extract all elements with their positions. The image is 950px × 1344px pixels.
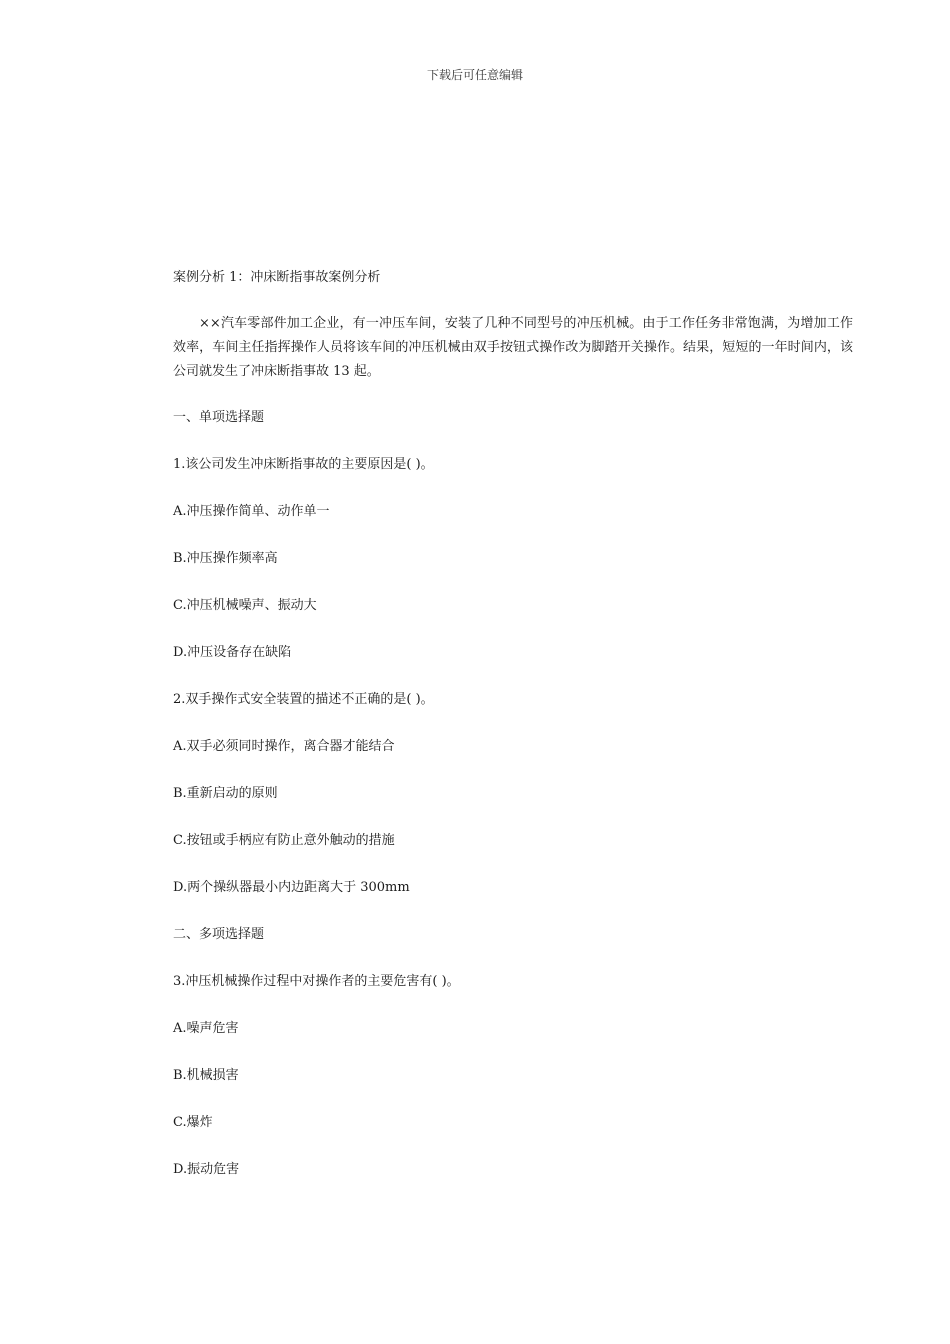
question-3-option-a: A.噪声危害 <box>173 1021 239 1036</box>
question-1-option-a: A.冲压操作简单、动作单一 <box>173 504 330 519</box>
question-2-option-d: D.两个操纵器最小内边距离大于 300mm <box>173 880 410 895</box>
question-2-option-b: B.重新启动的原则 <box>173 786 278 801</box>
question-1-option-d: D.冲压设备存在缺陷 <box>173 645 292 660</box>
question-2: 2.双手操作式安全装置的描述不正确的是( )。 <box>173 692 434 707</box>
question-3: 3.冲压机械操作过程中对操作者的主要危害有( )。 <box>173 974 460 989</box>
question-1-option-c: C.冲压机械噪声、振动大 <box>173 598 317 613</box>
question-3-option-d: D.振动危害 <box>173 1162 240 1177</box>
case-intro: ××汽车零部件加工企业，有一冲压车间，安装了几种不同型号的冲压机械。由于工作任务非常饱满，为增加工作效率，车间主任指挥操作人员将该车间的冲压机械由双手按钮式操作改为脚踏开关操作。结果，短短的一年时间内，该公司就发生了冲床断指事故 13 起。 <box>173 316 853 379</box>
section-heading-multiple-choice: 二、多项选择题 <box>173 927 265 942</box>
case-title: 案例分析 1：冲床断指事故案例分析 <box>173 270 381 285</box>
header-note: 下载后可任意编辑 <box>426 68 523 82</box>
question-2-option-c: C.按钮或手柄应有防止意外触动的措施 <box>173 833 395 848</box>
question-1: 1.该公司发生冲床断指事故的主要原因是( )。 <box>173 457 434 472</box>
question-1-option-b: B.冲压操作频率高 <box>173 551 278 566</box>
question-2-option-a: A.双手必须同时操作，离合器才能结合 <box>173 739 395 754</box>
document-body <box>173 266 853 1205</box>
section-heading-single-choice: 一、单项选择题 <box>173 410 265 425</box>
question-3-option-c: C.爆炸 <box>173 1115 213 1130</box>
question-3-option-b: B.机械损害 <box>173 1068 239 1083</box>
